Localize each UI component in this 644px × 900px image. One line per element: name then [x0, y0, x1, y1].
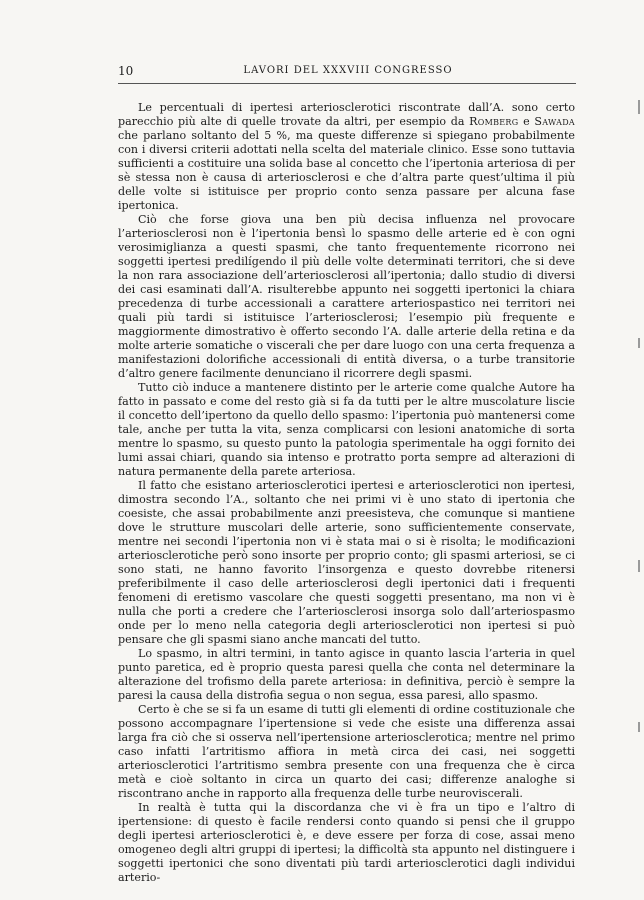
scan-edge-mark	[638, 560, 640, 572]
paragraph-1-text-b: e	[518, 115, 535, 128]
author-name-romberg: Romberg	[469, 115, 519, 128]
paragraph-1	[118, 101, 575, 213]
scan-edge-mark	[638, 100, 640, 114]
paragraph-5: Lo spasmo, in altri termini, in tanto agisce in quanto lascia l’arteria in quel punto paretica, ed è proprio questa paresi quella che conta nel determinare la alterazione del trofismo della parete arteriosa: in definitiva, perciò è sempre la paresi la causa della distrofia segua o non segua, essa paresi, allo spasmo.	[118, 647, 575, 702]
paragraph-3: Tutto ciò induce a mantenere distinto per le arterie come qualche Autore ha fatto in passato e come del resto già si fa da tutti per le altre muscolature liscie il concetto dell’ipertono da quello dello spasmo: l’ipertonia può mantenersi come tale, anche per tutta la vita, senza complicarsi con lesioni anatomiche di sorta mentre lo spasmo, su questo punto la patologia sperimentale ha oggi fornito dei lumi assai chiari, quando sia intenso e protratto porta sempre ad alterazioni di natura permanente della parete arteriosa.	[118, 381, 575, 478]
scan-edge-mark	[638, 338, 640, 348]
running-title: LAVORI DEL XXXVIII CONGRESSO	[243, 65, 453, 76]
paragraph-6: Certo è che se si fa un esame di tutti gli elementi di ordine costituzionale che possono accompagnare l’ipertensione si vede che esiste una differenza assai larga fra ciò che si osserva nell’ipertensione arteriosclerotica; mentre nel primo caso infatti l’artritismo affiora in metà circa dei casi, nei soggetti arteriosclerotici l’artritismo sembra presente con una frequenza che è circa metà e cioè soltanto in circa un quarto dei casi; differenze analoghe si riscontrano anche in rapporto alla frequenza delle turbe neuroviscerali.	[118, 703, 575, 800]
paragraph-4: Il fatto che esistano arteriosclerotici ipertesi e arteriosclerotici non ipertesi, dimostra secondo l’A., soltanto che nei primi vi è uno stato di ipertonia che coesiste, che assai probabilmente anzi preesisteva, che comunque si mantiene dove le strutture muscolari delle arterie, sono sufficientemente conservate, mentre nei secondi l’ipertonia non vi è stata mai o si è risolta; le modificazioni arteriosclerotiche però sono insorte per proprio conto; gli spasmi arteriosi, se ci sono stati, ne hanno favorito l’insorgenza e questo dovrebbe ritenersi preferibilmente il caso delle arteriosclerosi degli ipertonici dati i frequenti fenomeni di eretismo vascolare che questi soggetti presentano, ma non vi è nulla che porti a credere che l’arteriosclerosi insorga solo dall’arteriospasmo onde per lo meno nella categoria degli arteriosclerotici non ipertesi si può pensare che gli spasmi siano anche mancati del tutto.	[118, 479, 575, 646]
author-name-sawada: Sawada	[534, 115, 575, 128]
body-text	[118, 101, 575, 885]
page-number: 10	[118, 64, 134, 78]
scan-edge-mark	[638, 722, 640, 732]
paragraph-1-text-a: Le percentuali di ipertesi arteriosclerotici riscontrate dall’A. sono certo parecchio più alte di quelle trovate da altri, per esempio da	[118, 101, 575, 128]
paragraph-2: Ciò che forse giova una ben più decisa influenza nel provocare l’arteriosclerosi non è l’ipertonia bensì lo spasmo delle arterie ed è con ogni verosimiglianza a questi spasmi, che tanto frequentemente ricorrono nei soggetti ipertesi predilígendo il più delle volte determinati territori, che si deve la non rara associazione dell’arteriosclerosi all’ipertonia; dallo studio di diversi dei casi esaminati dall’A. risulterebbe appunto nei soggetti ipertonici la chiara precedenza di turbe accessionali a carattere arteriospastico nei territori nei quali più tardi si istituisce l’arteriosclerosi; l’esempio più frequente e maggiormente dimostrativo è offerto secondo l’A. dalle arterie della retina e da molte arterie somatiche o viscerali che per dare luogo con una certa frequenza a manifestazioni dolorifiche accessionali di entità diversa, o a turbe transitorie d’altro genere facilmente denunciano il ricorrere degli spasmi.	[118, 213, 575, 380]
paragraph-7: In realtà è tutta qui la discordanza che vi è fra un tipo e l’altro di ipertensione: di questo è facile rendersi conto quando si pensi che il gruppo degli ipertesi arteriosclerotici è, e deve essere per forza di cose, assai meno omogeneo degli altri gruppi di ipertesi; la difficoltà sta appunto nel distinguere i soggetti ipertonici che sono diventati più tardi arteriosclerotici dagli individui arterio-	[118, 801, 575, 884]
header-rule	[118, 83, 576, 84]
paragraph-1-text-c: che parlano soltanto del 5 %, ma queste differenze si spiegano probabilmente con i diversi criterii adottati nella scelta del materiale clinico. Esse sono tuttavia sufficienti a costituire una solida base al concetto che l’ipertonia arteriosa di per sè stessa non è causa di arteriosclerosi e che d’altra parte quest’ultima il più delle volte si istituisce per proprio conto senza passare per alcuna fase ipertonica.	[118, 129, 575, 212]
